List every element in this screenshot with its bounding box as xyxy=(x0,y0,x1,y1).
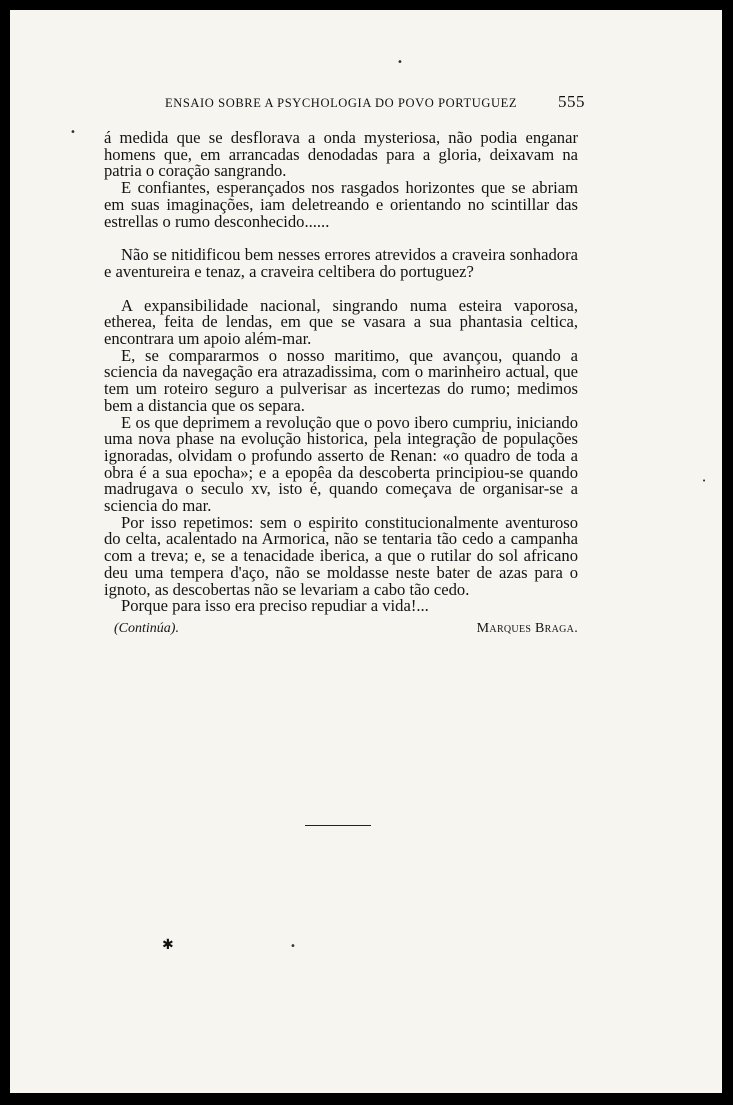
paragraph: E, se compararmos o nosso maritimo, que avançou, quando a sciencia da navegação era atrazadissima, com o marinheiro actual, que tem um roteiro seguro a pulverisar as incertezas do rumo; medimos bem a distancia que os separa. xyxy=(104,345,578,415)
paragraph: Porque para isso era preciso repudiar a vida!... xyxy=(121,596,429,616)
printing-speck: • xyxy=(290,941,296,952)
paragraph: Não se nitidificou bem nesses errores atrevidos a craveira sonhadora e aventureira e tenaz, a craveira celtibera do portuguez? xyxy=(104,245,578,281)
signature-row xyxy=(104,621,578,638)
asterisk-mark-icon: ✱ xyxy=(162,937,174,953)
book-page xyxy=(10,10,722,1093)
paragraph: á medida que se desflorava a onda mysteriosa, não podia enganar homens que, em arrancadas denodadas para a gloria, deixavam na patria o coração sangrando. xyxy=(104,128,578,181)
printing-speck: • xyxy=(702,477,707,485)
author-signature: Marques Braga. xyxy=(476,620,578,636)
paragraph: Por isso repetimos: sem o espirito constitucionalmente aventuroso do celta, acalentado na Armorica, não se tentaria tão cedo a campanha com a treva; e, se a tenacidade iberica, a que o rutilar do sol africano deu uma tempera d'aço, não se moldasse neste bater de azas para o ignoto, as descobertas não se levariam a cabo tão cedo. xyxy=(104,512,578,599)
printing-speck: • xyxy=(397,57,403,68)
printing-speck: • xyxy=(70,127,76,138)
page-number: 555 xyxy=(558,92,585,111)
paragraph: E os que deprimem a revolução que o povo ibero cumpriu, iniciando uma nova phase na evolução historica, pela integração de populações ignoradas, olvidam o profundo asserto de Renan: «o quadro de toda a obra é a sua epocha»; e a epopêa da descoberta principiou-se quando madrugava o seculo xv, isto é, quando começava de organisar-se a sciencia do mar. xyxy=(104,412,578,516)
running-title: ENSAIO SOBRE A PSYCHOLOGIA DO POVO PORTUGUEZ xyxy=(165,96,518,110)
paragraph: A expansibilidade nacional, singrando numa esteira vaporosa, etherea, feita de lendas, em que se vasara a sua phantasia celtica, encontrara um apoio além-mar. xyxy=(104,295,578,349)
continued-note: (Continúa). xyxy=(114,620,179,636)
paragraph: E confiantes, esperançados nos rasgados horizontes que se abriam em suas imaginações, iam deletreando e orientando no scintillar das estrellas o rumo desconhecido...... xyxy=(104,178,578,231)
body-text xyxy=(104,130,578,638)
end-rule xyxy=(305,825,371,826)
running-header xyxy=(165,92,585,112)
